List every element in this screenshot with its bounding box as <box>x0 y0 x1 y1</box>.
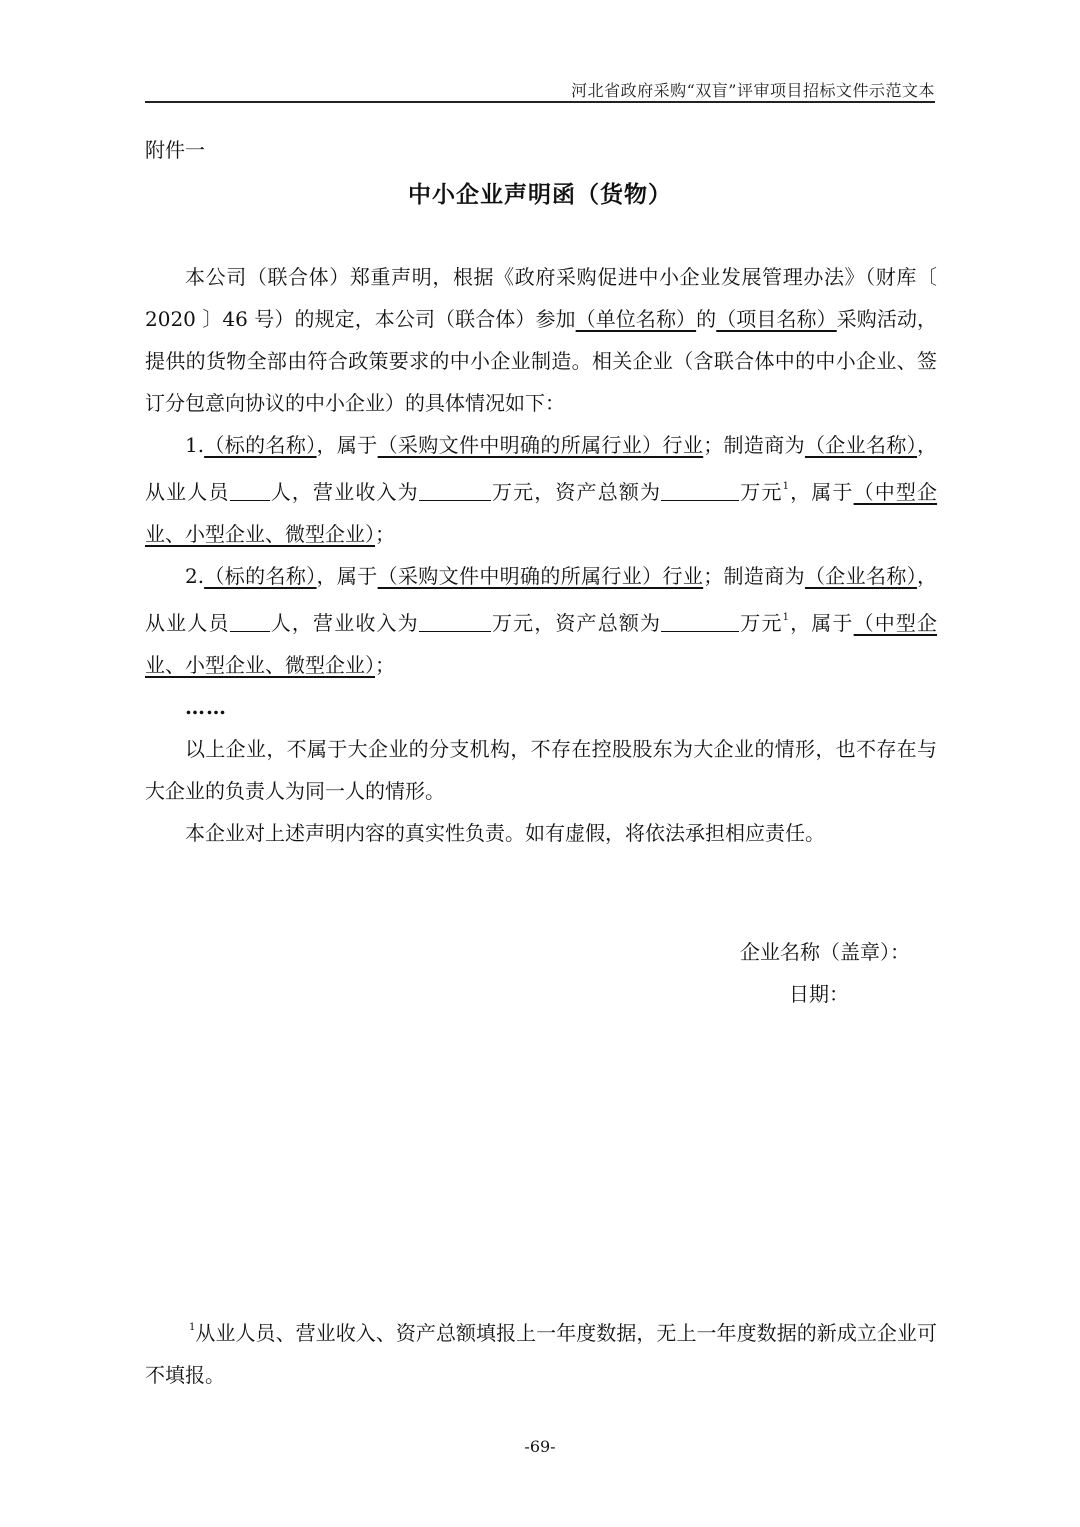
not-branch-paragraph: 以上企业，不属于大企业的分支机构，不存在控股股东为大企业的情形，也不存在与大企业的负责人为同一人的情形。 <box>145 737 937 803</box>
item-1: 1.（标的名称），属于（采购文件中明确的所属行业）行业；制造商为（企业名称），从业人员 人，营业收入为 万元，资产总额为 万元$^1$，属于（中型企业、小型企业、微型企业）； <box>145 433 938 546</box>
unit-name-field: （单位名称） <box>575 307 697 331</box>
document-header: 河北省政府采购“双盲”评审项目招标文件示范文本 <box>571 81 935 100</box>
item-2-company-field: （企业名称） <box>804 564 918 588</box>
item-1-revenue-blank <box>419 478 491 501</box>
item-1-type-field: （中型企业、小型企业、微型企业） <box>145 480 938 546</box>
item-2: 2.（标的名称），属于（采购文件中明确的所属行业）行业；制造商为（企业名称），从业人员 人，营业收入为 万元，资产总额为 万元$^1$，属于（中型企业、小型企业、微型企业）； <box>145 564 938 677</box>
ellipsis: …… <box>185 695 227 719</box>
footnote-text: 从业人员、营业收入、资产总额填报上一年度数据，无上一年度数据的新成立企业可不填报。 <box>145 1321 937 1387</box>
footnote-ref: 1 <box>782 481 789 492</box>
item-2-revenue-blank <box>419 609 491 632</box>
responsibility-paragraph: 本企业对上述声明内容的真实性负责。如有虚假，将依法承担相应责任。 <box>185 821 825 845</box>
date-label: 日期： <box>789 982 849 1006</box>
item-1-assets-blank <box>661 478 739 501</box>
declaration-body <box>145 256 937 854</box>
item-1-employees-blank <box>230 478 270 501</box>
annex-label: 附件一 <box>145 138 205 162</box>
item-1-industry-field: （采购文件中明确的所属行业）行业 <box>377 433 704 457</box>
item-1-subject-field: （标的名称） <box>204 433 317 457</box>
item-1-company-field: （企业名称） <box>804 433 918 457</box>
company-seal-label: 企业名称（盖章）： <box>740 940 910 964</box>
item-2-subject-field: （标的名称） <box>204 564 317 588</box>
item-2-assets-blank <box>661 609 739 632</box>
item-2-type-field: （中型企业、小型企业、微型企业） <box>145 611 938 677</box>
footnote-ref: 1 <box>782 612 789 623</box>
project-name-field: （项目名称） <box>716 307 837 331</box>
item-2-employees-blank <box>230 609 270 632</box>
intro-paragraph: 本公司（联合体）郑重声明，根据《政府采购促进中小企业发展管理办法》（财库〔 2020 〕46 号）的规定，本公司（联合体）参加（单位名称）的（项目名称）采购活动，提供的货物全部由符合政策要求的中小企业制造。相关企业（含联合体中的中小企业、签订分包意向协议的中小企业）的具体情况如下： <box>145 265 938 415</box>
item-2-industry-field: （采购文件中明确的所属行业）行业 <box>377 564 704 588</box>
page-number: -69- <box>524 1437 556 1456</box>
footnote <box>145 1307 937 1396</box>
header-rule <box>145 101 935 103</box>
footnote-marker: 1 <box>189 1322 196 1333</box>
document-title: 中小企业声明函（货物） <box>408 181 672 208</box>
